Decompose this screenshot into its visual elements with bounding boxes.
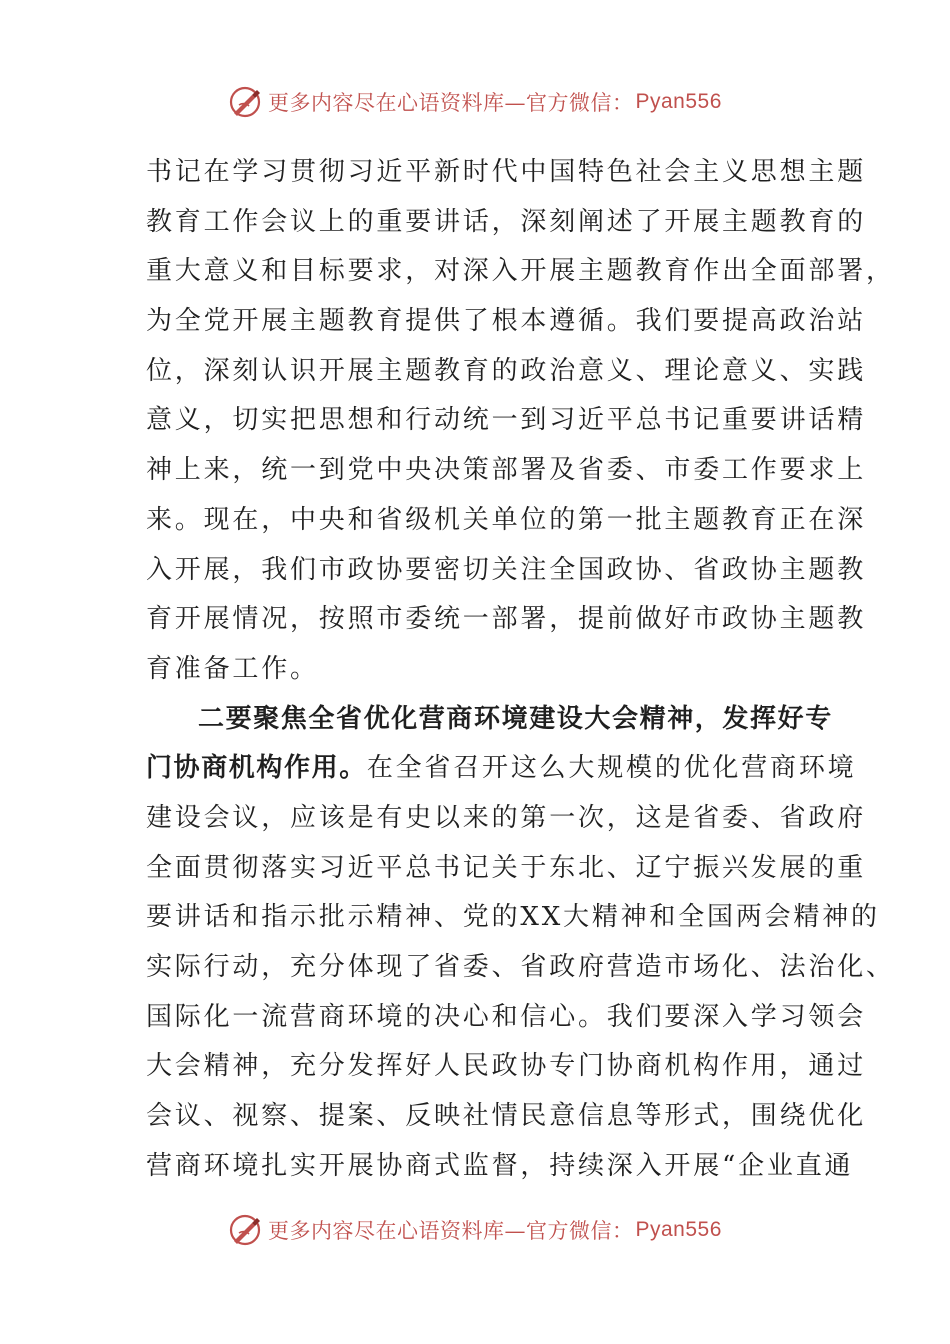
text-line: 育准备工作。 (146, 653, 319, 684)
paragraph-heading-end: 门协商机构作用。 (146, 753, 367, 784)
paragraph-heading: 二要聚焦全省优化营商环境建设大会精神，发挥好专 (198, 703, 833, 734)
text-line: 为全党开展主题教育提供了根本遵循。我们要提高政治站 (146, 306, 867, 337)
text-run: 在全省召开这么大规模的优化营商环境 (366, 753, 857, 784)
footer-banner (228, 1210, 748, 1250)
text-line: 来。现在，中央和省级机关单位的第一批主题教育正在深 (146, 504, 867, 535)
text-line: 入开展，我们市政协要密切关注全国政协、省政协主题教 (146, 554, 867, 585)
text-line: 神上来，统一到党中央决策部署及省委、市委工作要求上 (146, 455, 867, 486)
text-line: 重大意义和目标要求，对深入开展主题教育作出全面部署， (146, 256, 895, 287)
text-line: 位，深刻认识开展主题教育的政治意义、理论意义、实践 (146, 355, 867, 386)
text-line: 国际化一流营商环境的决心和信心。我们要深入学习领会 (146, 1001, 867, 1032)
text-line: 建设会议，应该是有史以来的第一次，这是省委、省政府 (146, 802, 867, 833)
text-line: 育开展情况，按照市委统一部署，提前做好市政协主题教 (146, 604, 867, 635)
text-line: 大会精神，充分发挥好人民政协专门协商机构作用，通过 (146, 1051, 867, 1082)
banner-text: 更多内容尽在心语资料库—官方微信： (268, 91, 634, 115)
text-line: 会议、视察、提案、反映社情民意信息等形式，围绕优化 (146, 1101, 867, 1132)
text-line (146, 744, 857, 794)
document-body (146, 148, 895, 1191)
header-banner (228, 82, 748, 122)
wechat-id: Pyan556 (635, 1218, 722, 1241)
paragraph-heading-line (146, 695, 833, 745)
wechat-id: Pyan556 (635, 90, 722, 113)
text-line: 意义，切实把思想和行动统一到习近平总书记重要讲话精 (146, 405, 867, 436)
text-line: 教育工作会议上的重要讲话，深刻阐述了开展主题教育的 (146, 206, 867, 237)
text-line: 营商环境扎实开展协商式监督，持续深入开展“企业直通 (146, 1150, 854, 1181)
text-line: 要讲话和指示批示精神、党的XX大精神和全国两会精神的 (146, 902, 880, 933)
banner-text: 更多内容尽在心语资料库—官方微信： (268, 1219, 634, 1243)
pen-circle-logo-icon (228, 1213, 262, 1247)
text-line: 全面贯彻落实习近平总书记关于东北、辽宁振兴发展的重 (146, 852, 867, 883)
pen-circle-logo-icon (228, 85, 262, 119)
text-line: 实际行动，充分体现了省委、省政府营造市场化、法治化、 (146, 952, 895, 982)
text-line: 书记在学习贯彻习近平新时代中国特色社会主义思想主题 (146, 157, 867, 187)
